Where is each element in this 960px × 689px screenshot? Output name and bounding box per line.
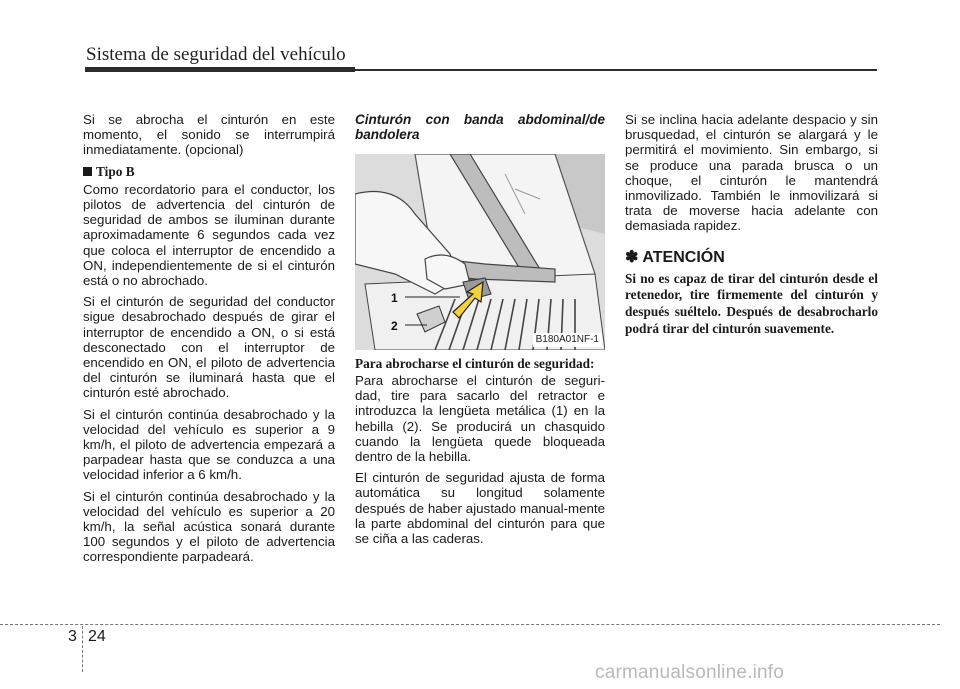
- seatbelt-drawing: [355, 154, 605, 350]
- page-header-title: Sistema de seguridad del vehículo: [86, 44, 346, 65]
- figure-code: B180A01NF-1: [533, 333, 602, 347]
- column-2: [355, 112, 605, 552]
- paragraph-lean-forward: Si se inclina hacia adelante despacio y sin brusquedad, el cinturón se alargará y le permitirá el movimiento. Sin embargo, si se produce una parada brusca o un choque, el cinturón le mantendrá inmovilizado. También le inmovilizará si trata de moverse hacia adelante con demasiada rapidez.: [625, 112, 878, 234]
- paragraph-auto-adjust: El cinturón de seguridad ajusta de forma automática su longitud solamente después de haber ajustado manual-mente la parte abdominal del cinturón para que se ciña a las caderas.: [355, 470, 605, 547]
- page-number: 24: [88, 628, 106, 645]
- paragraph-driver-belt: Si el cinturón de seguridad del conductor sigue desabrochado después de girar el interruptor de encendido a ON, o si está desconectado con el interruptor de encendido en ON, el piloto de advertencia del cinturón se iluminará hasta que el cinturón esté abrochado.: [83, 294, 335, 401]
- callout-label-2: 2: [391, 319, 398, 333]
- paragraph-reminder: Como recordatorio para el conductor, los pilotos de advertencia del cinturón de seguridad de ambos se iluminan durante aproximadamente 6 segundos cada vez que coloca el interruptor de encendido a ON, independientemente de si el cinturón está o no abrochado.: [83, 181, 335, 289]
- attention-body: Si no es capaz de tirar del cinturón desde el retenedor, tire firmemente del cinturón y después suéltelo. Después de desabrocharlo podrá tirar del cinturón suavemente.: [625, 270, 878, 336]
- asterisk-icon: ✽: [625, 248, 639, 266]
- subheading-label: Tipo B: [96, 163, 135, 179]
- attention-title: ATENCIÓN: [642, 248, 725, 266]
- footer-divider: [0, 624, 940, 625]
- column-3: [625, 112, 878, 337]
- footer-vertical-divider: [82, 626, 83, 672]
- paragraph-fasten-instructions: Para abrocharse el cinturón de seguri-dad, tire para sacarlo del retractor e introduzca la lengüeta metálica (1) en la hebilla (2). Se producirá un chasquido cuando la lengüeta quede bloqueada dentro de la hebilla.: [355, 373, 605, 465]
- paragraph-speed-20: Si el cinturón continúa desabrochado y la velocidad del vehículo es superior a 20 km/h, la señal acústica sonará durante 100 segundos y el piloto de advertencia correspondiente parpadeará.: [83, 488, 335, 565]
- chapter-number: 3: [68, 628, 77, 645]
- square-bullet-icon: [83, 167, 92, 176]
- header-rule-thick: [85, 67, 355, 72]
- watermark: carmanualsonline.info: [595, 662, 785, 683]
- paragraph-sound-stop: Si se abrocha el cinturón en este momento, el sonido se interrumpirá inmediatamente. (opcional): [83, 112, 335, 158]
- subheading-tipo-b: [83, 164, 335, 179]
- header-rule-thin: [355, 69, 877, 71]
- column-1: [83, 112, 335, 571]
- paragraph-speed-9: Si el cinturón continúa desabrochado y la velocidad del vehículo es superior a 9 km/h, el piloto de advertencia empezará a parpadear hasta que se conduzca a una velocidad inferior a 6 km/h.: [83, 406, 335, 483]
- seatbelt-illustration: [355, 154, 605, 350]
- attention-heading: [625, 250, 878, 265]
- figure-caption: Para abrocharse el cinturón de seguridad:: [355, 356, 595, 371]
- section-heading-lap-shoulder-belt: Cinturón con banda abdominal/de bandolera: [355, 112, 605, 142]
- callout-label-1: 1: [391, 291, 398, 305]
